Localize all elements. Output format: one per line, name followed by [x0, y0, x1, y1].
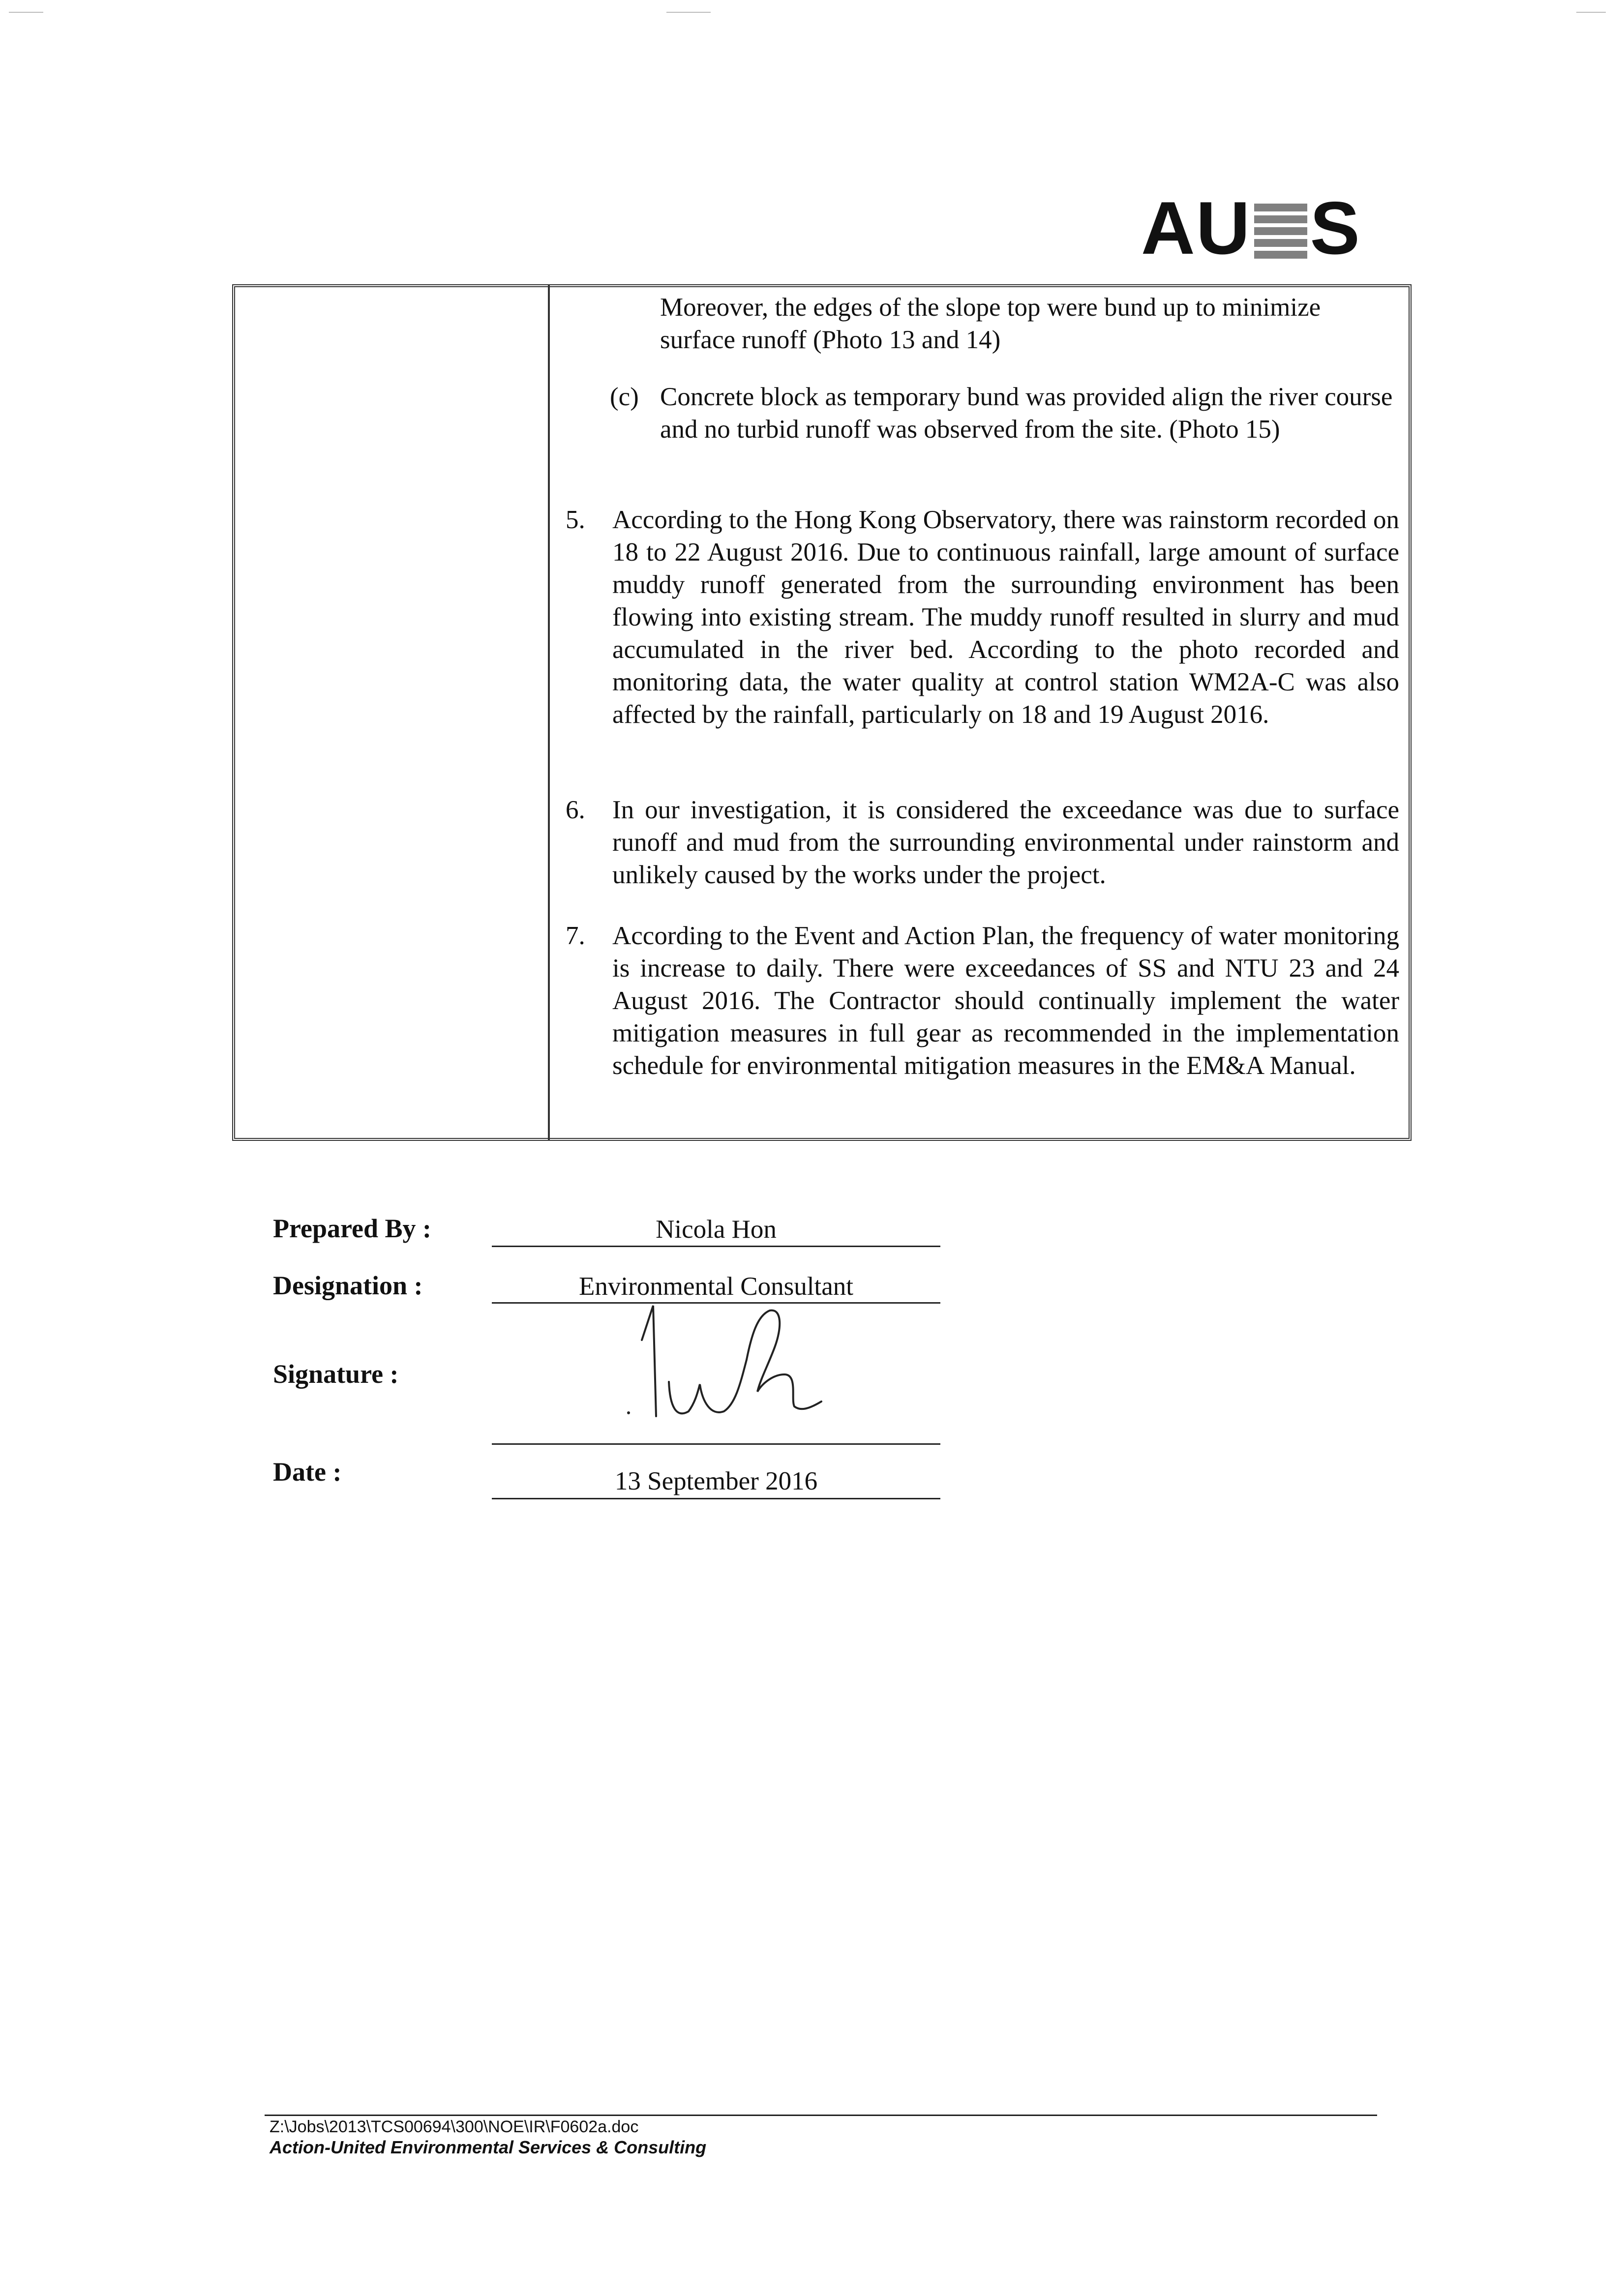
paragraph-b-continuation: Moreover, the edges of the slope top were bund up to minimize surface runoff (Photo 13 and 14) — [660, 293, 1321, 354]
item-6-text: In our investigation, it is considered the exceedance was due to surface runoff and mud from the surrounding environmental under rainstorm and unlikely caused by the works under the project. — [612, 796, 1399, 889]
footer-file-path: Z:\Jobs\2013\TCS00694\300\NOE\IR\F0602a.doc — [270, 2117, 639, 2136]
prepared-by-rule — [492, 1246, 940, 1247]
date-rule — [492, 1498, 940, 1499]
item-5-marker: 5. — [566, 506, 585, 534]
item-7-text: According to the Event and Action Plan, the frequency of water monitoring is increase to daily. There were exceedances of SS and NTU 23 and 24 August 2016. The Contractor should continually implement the water mitigation measures in full gear as recommended in the implementation schedule for environmental mitigation measures in the EM&A Manual. — [612, 922, 1399, 1080]
prepared-by-label: Prepared By : — [273, 1214, 431, 1243]
scan-mark — [666, 12, 711, 13]
designation-value: Environmental Consultant — [579, 1272, 853, 1301]
signature-rule — [492, 1443, 940, 1445]
prepared-by-value: Nicola Hon — [656, 1215, 777, 1244]
signature-label: Signature : — [273, 1359, 399, 1389]
aues-logo — [1141, 186, 1361, 270]
scan-mark — [1576, 12, 1606, 13]
item-7-marker: 7. — [566, 922, 585, 950]
footer-rule — [265, 2115, 1377, 2116]
date-label: Date : — [273, 1457, 342, 1487]
item-5-text: According to the Hong Kong Observatory, there was rainstorm recorded on 18 to 22 August 2016. Due to continuous rainfall, large amount of surface muddy runoff generated from the surrounding environment has been flowing into existing stream. The muddy runoff resulted in slurry and mud accumulated in the river bed. According to the photo recorded and monitoring data, the water quality at control station WM2A-C was also affected by the rainfall, particularly on 18 and 19 August 2016. — [612, 506, 1399, 729]
logo-text-right: S — [1310, 186, 1361, 270]
footer-company-name: Action-United Environmental Services & Consulting — [270, 2137, 707, 2157]
scan-mark — [9, 12, 43, 13]
item-6-marker: 6. — [566, 796, 585, 824]
date-value: 13 September 2016 — [614, 1467, 818, 1495]
item-c-marker: (c) — [610, 383, 639, 411]
item-c-text: Concrete block as temporary bund was provided align the river course and no turbid runoff was observed from the site. (Photo 15) — [660, 383, 1393, 444]
logo-text-left: AU — [1141, 186, 1251, 270]
table-column-divider — [548, 284, 550, 1141]
logo-striped-e-icon — [1254, 204, 1307, 259]
handwritten-signature — [615, 1301, 831, 1438]
designation-label: Designation : — [273, 1271, 423, 1300]
